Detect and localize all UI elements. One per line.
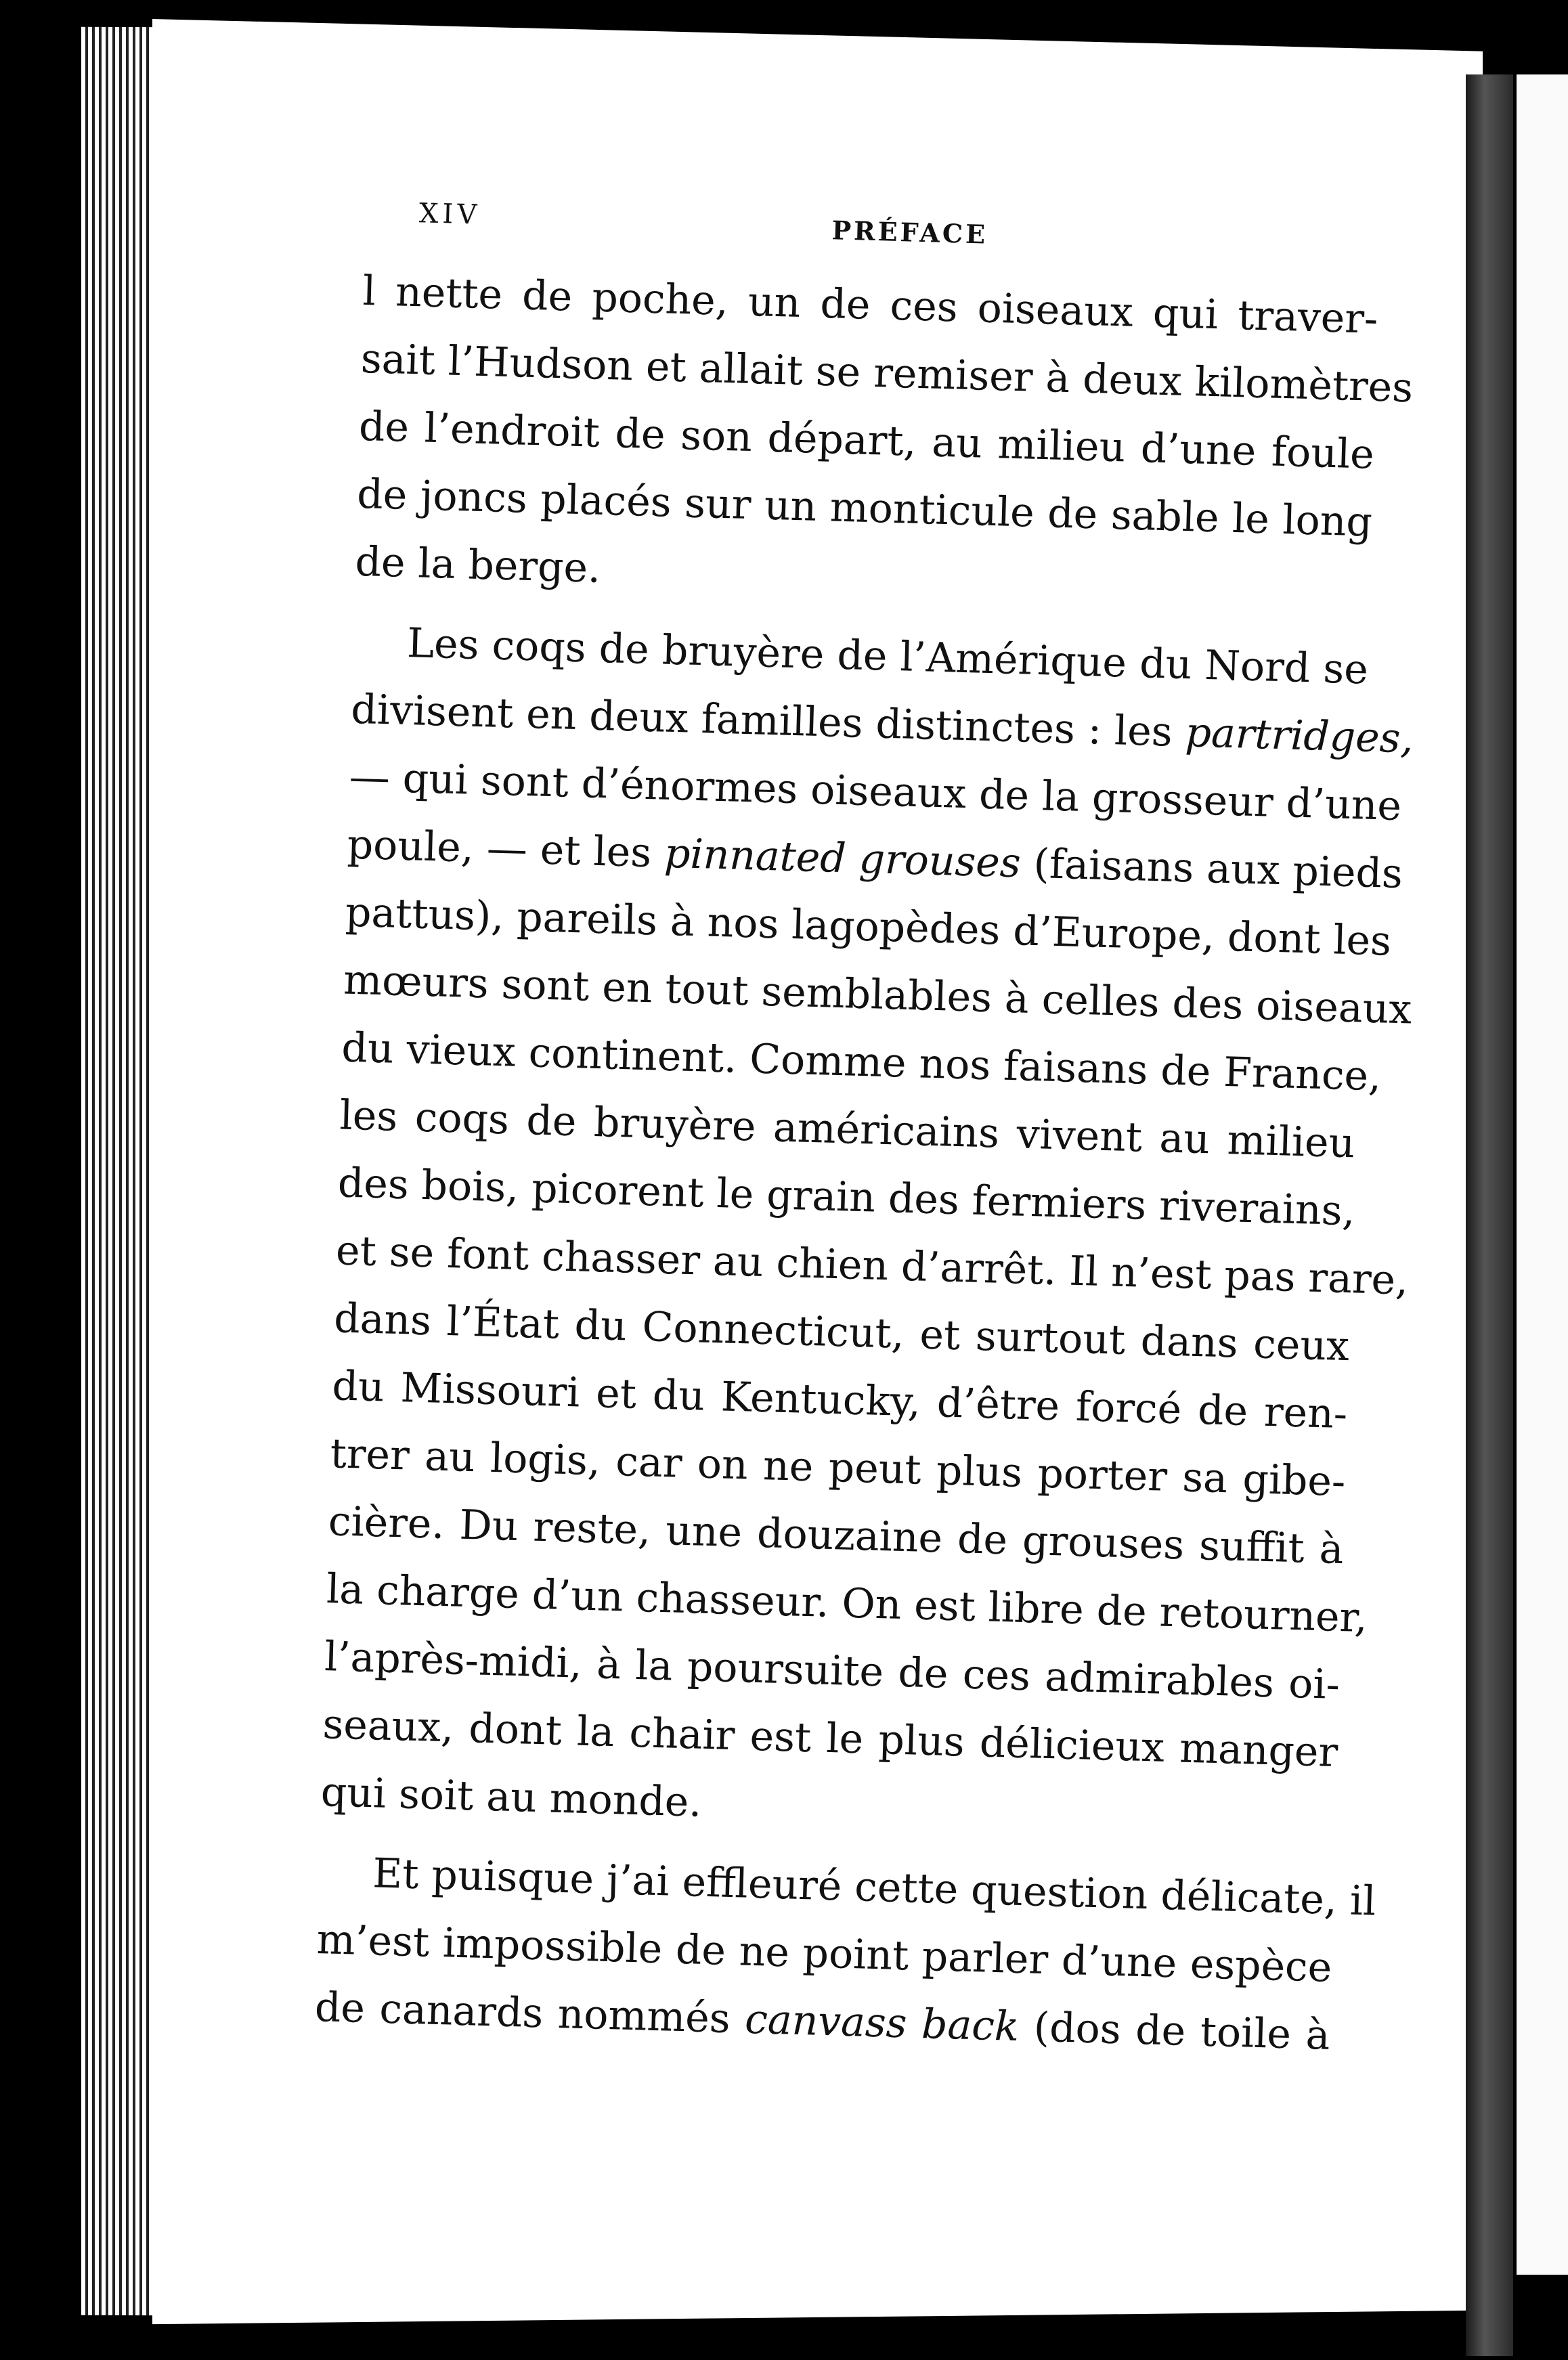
text-run: (dos de toile à [1018, 2003, 1331, 2059]
text-line: Et puisque j’ai effleuré cette question délicate, il [372, 1850, 1377, 1925]
text-run: de canards nommés [314, 1983, 746, 2043]
text-line: cière. Du reste, une douzaine de grouses suffit à [328, 1498, 1345, 1574]
facing-page-edge [1517, 74, 1568, 2275]
text-line: des bois, picorent le grain des fermiers riverains, [337, 1159, 1356, 1236]
italic-term: canvass back [744, 1995, 1020, 2051]
italic-term: pinnated grouses [663, 829, 1022, 888]
text-line: — qui sont d’énormes oiseaux de la grosseur d’une [348, 753, 1402, 831]
text-line: du Missouri et du Kentucky, d’être forcé de ren- [331, 1362, 1349, 1439]
running-title: PRÉFACE [831, 215, 988, 250]
paragraph-3 [314, 1838, 1377, 2070]
text-line: l’après-midi, à la poursuite de ces admirables oi- [324, 1633, 1341, 1709]
paragraph-1 [354, 257, 1414, 624]
paragraph-2 [320, 608, 1414, 1854]
page-gutter-shadow [1466, 74, 1513, 2356]
text-line: Les coqs de bruyère de l’Amérique du Nord se [406, 619, 1369, 694]
text-line: m’est impossible de ne point parler d’une espèce [315, 1916, 1333, 1992]
text-run: divisent en deux familles distinctes : les [350, 685, 1186, 757]
text-line: qui soit au monde. [320, 1768, 703, 1827]
text-line: et se font chasser au chien d’arrêt. Il n’est pas rare, [335, 1227, 1410, 1305]
page-number: XIV [418, 198, 481, 231]
text-line: sait l’Hudson et allait se remiser à deux kilomètres [360, 334, 1414, 412]
text-line: mœurs sont en tout semblables à celles des oiseaux [343, 956, 1413, 1034]
text-line: les coqs de bruyère américains vivent au milieu [339, 1091, 1356, 1168]
text-line: de joncs placés sur un monticule de sable le long [356, 470, 1373, 546]
text-line: de l’endroit de son départ, au milieu d’une foule [358, 402, 1375, 479]
text-run: (faisans aux pieds [1020, 839, 1403, 898]
text-line: dans l’État du Connecticut, et surtout dans ceux [333, 1294, 1350, 1371]
text-line: la charge d’un chasseur. On est libre de retourner, [326, 1565, 1368, 1642]
text-line: du vieux continent. Comme nos faisans de France, [341, 1024, 1382, 1101]
text-line: seaux, dont la chair est le plus délicieux manger [322, 1701, 1339, 1776]
text-run: poule, — et les [346, 821, 666, 877]
text-line: pattus), pareils à nos lagopèdes d’Europe, dont les [345, 888, 1392, 965]
italic-term: partridges, [1184, 709, 1414, 763]
text-line: l nette de poche, un de ces oiseaux qui traver- [362, 267, 1379, 343]
text-line: de la berge. [354, 538, 602, 592]
text-line: trer au logis, car on ne peut plus porter sa gibe- [329, 1430, 1347, 1506]
page-text-block [314, 190, 1414, 2070]
